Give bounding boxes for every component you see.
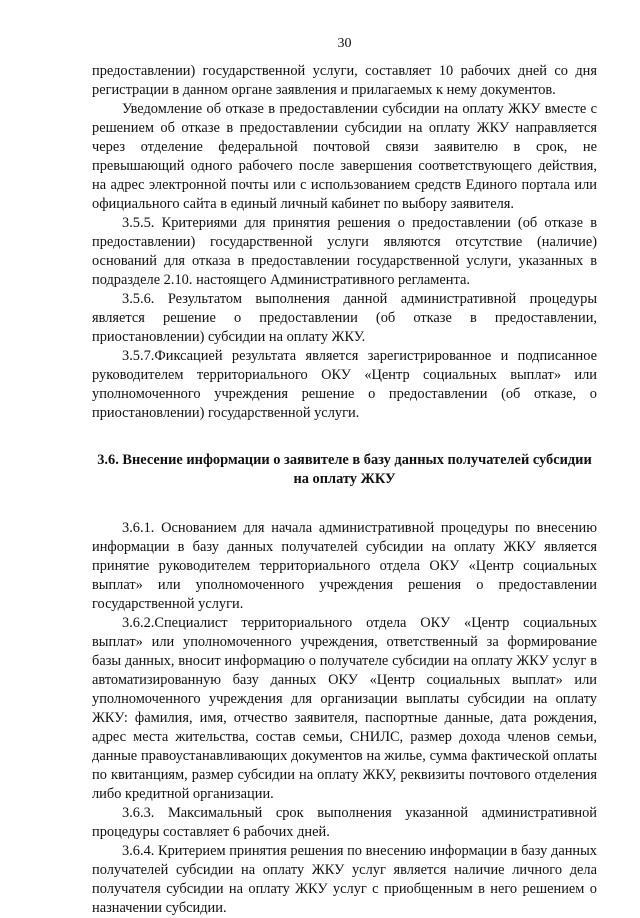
paragraph-continuation: предоставлении) государственной услуги, составляет 10 рабочих дней со дня регистрации в данном органе заявления и прилагаемых к нему документов. [92,63,597,98]
paragraph-3-6-2: 3.6.2.Специалист территориального отдела ОКУ «Центр социальных выплат» или уполномоченного учреждения, ответственный за формирование базы данных, вносит информацию о получателе субсидии на оплату ЖКУ услуг в автоматизированную базу данных ОКУ «Центр социальных выплат» или уполномоченного учреждения для организации выплаты субсидии на оплату ЖКУ: фамилия, имя, отчество заявителя, паспортные данные, дата рождения, адрес места жительства, состав семьи, СНИЛС, размер дохода членов семьи, данные правоустанавливающих документов на жилье, сумма фактической оплаты по квитанциям, размер субсидии на оплату ЖКУ, реквизиты почтового отделения либо кредитной организации. [92,615,597,802]
paragraph-3-5-7: 3.5.7.Фиксацией результата является зарегистрированное и подписанное руководителем территориального ОКУ «Центр социальных выплат» или уполномоченного учреждения решение о предоставлении (об отказе, о приостановлении) государственной услуги. [92,348,597,421]
document-page [92,36,597,918]
section-heading-3-6: 3.6. Внесение информации о заявителе в базу данных получателей субсидии на оплату ЖКУ [97,452,592,487]
paragraph-3-5-6: 3.5.6. Результатом выполнения данной административной процедуры является решение о предоставлении (об отказе в предоставлении, приостановлении) субсидии на оплату ЖКУ. [92,291,597,345]
paragraph-3-6-3: 3.6.3. Максимальный срок выполнения указанной административной процедуры составляет 6 рабочих дней. [92,805,597,840]
page-number: 30 [337,36,352,51]
paragraph-notification: Уведомление об отказе в предоставлении субсидии на оплату ЖКУ вместе с решением об отказе в предоставлении субсидии на оплату ЖКУ направляется через отделение федеральной почтовой связи заявителю в срок, не превышающий одного рабочего после завершения соответствующего действия, на адрес электронной почты или с использованием средств Единого портала или официального сайта в единый личный кабинет по выбору заявителя. [92,101,597,212]
paragraph-3-5-5: 3.5.5. Критериями для принятия решения о предоставлении (об отказе в предоставлении) государственной услуги являются отсутствие (наличие) оснований для отказа в предоставлении государственной услуги, указанных в подразделе 2.10. настоящего Административного регламента. [92,215,597,288]
paragraph-3-6-4: 3.6.4. Критерием принятия решения по внесению информации в базу данных получателей субсидии на оплату ЖКУ услуг является наличие личного дела получателя субсидии на оплату ЖКУ услуг с приобщенным в него решением о назначении субсидии. [92,843,597,916]
paragraph-3-6-1: 3.6.1. Основанием для начала административной процедуры по внесению информации в базу данных получателей субсидии на оплату ЖКУ является принятие руководителем территориального отдела ОКУ «Центр социальных выплат» или уполномоченного учреждения решения о предоставлении государственной услуги. [92,520,597,612]
